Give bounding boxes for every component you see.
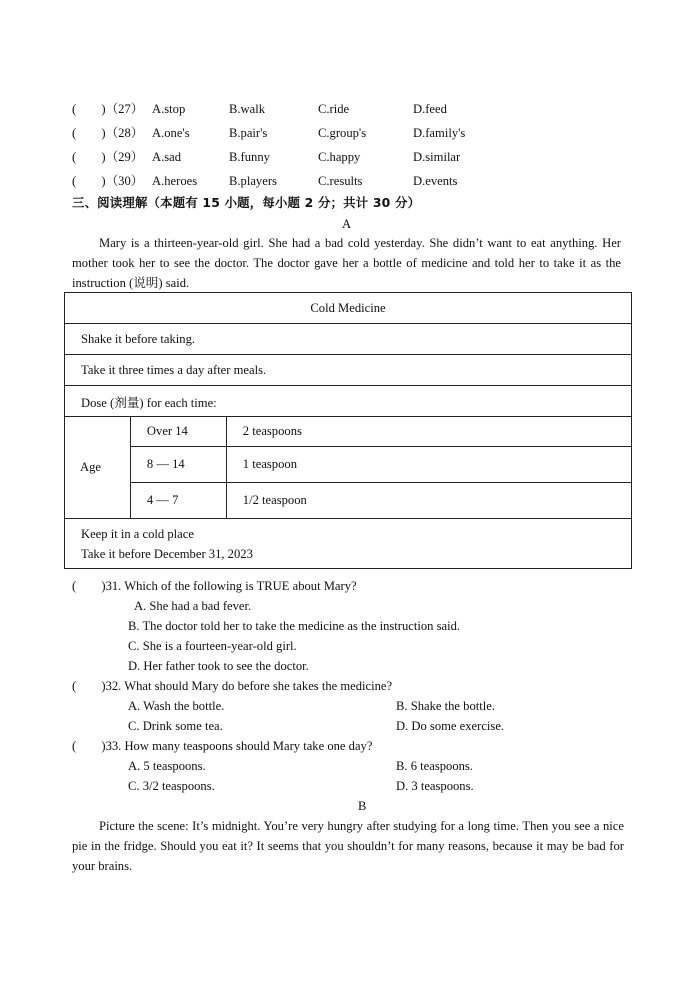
option-d: D.family's	[413, 126, 466, 140]
option-b: B.funny	[229, 150, 270, 164]
age-cell: Over 14	[130, 417, 226, 447]
age-cell: 4 — 7	[130, 483, 226, 519]
cloze-number: ( )（28）	[72, 126, 144, 140]
question-33-option-d: D. 3 teaspoons.	[396, 779, 474, 793]
cloze-number: ( )（27）	[72, 102, 144, 116]
option-d: D.feed	[413, 102, 447, 116]
table-row-times: Take it three times a day after meals.	[65, 355, 632, 386]
table-row-dose: Dose (剂量) for each time:	[65, 386, 632, 417]
section-title: 三、阅读理解（本题有 15 小题，每小题 2 分；共计 30 分）	[72, 195, 421, 210]
option-d: D.events	[413, 174, 458, 188]
question-32-option-c: C. Drink some tea.	[128, 719, 223, 733]
question-31-option-c: C. She is a fourteen-year-old girl.	[128, 639, 297, 653]
table-row-storage	[65, 519, 632, 569]
option-a: A.heroes	[152, 174, 198, 188]
option-c: C.results	[318, 174, 363, 188]
expiry-note: Take it before December 31, 2023	[81, 546, 253, 561]
question-32-option-d: D. Do some exercise.	[396, 719, 505, 733]
amount-cell: 1/2 teaspoon	[226, 483, 631, 519]
passage-a-label: A	[342, 217, 352, 231]
question-31-option-b: B. The doctor told her to take the medicine as the instruction said.	[128, 619, 461, 633]
option-d: D.similar	[413, 150, 461, 164]
option-a: A.one's	[152, 126, 190, 140]
question-33-option-b: B. 6 teaspoons.	[396, 759, 473, 773]
question-32-stem: ( )32. What should Mary do before she takes the medicine?	[72, 679, 393, 693]
option-c: C.ride	[318, 102, 350, 116]
question-32-option-b: B. Shake the bottle.	[396, 699, 495, 713]
passage-a-text	[72, 233, 621, 293]
question-31-option-a: A. She had a bad fever.	[134, 599, 252, 613]
option-c: C.happy	[318, 150, 361, 164]
question-33-option-c: C. 3/2 teaspoons.	[128, 779, 215, 793]
table-row-shake: Shake it before taking.	[65, 324, 632, 355]
option-c: C.group's	[318, 126, 367, 140]
question-31-stem: ( )31. Which of the following is TRUE about Mary?	[72, 579, 357, 593]
question-31-option-d: D. Her father took to see the doctor.	[128, 659, 309, 673]
passage-b-paragraph: Picture the scene: It’s midnight. You’re very hungry after studying for a long time. Then you see a nice pie in the fridge. Should you eat it? It seems that you shouldn’t for many reasons, because it may be bad for your brains.	[72, 819, 624, 873]
option-a: A.sad	[152, 150, 182, 164]
option-b: B.walk	[229, 102, 266, 116]
passage-b-text	[72, 816, 624, 876]
amount-cell: 2 teaspoons	[226, 417, 631, 447]
option-b: B.pair's	[229, 126, 268, 140]
question-33-stem: ( )33. How many teaspoons should Mary take one day?	[72, 739, 373, 753]
table-title: Cold Medicine	[65, 293, 632, 324]
age-cell: 8 — 14	[130, 447, 226, 483]
cloze-number: ( )（29）	[72, 150, 144, 164]
amount-cell: 1 teaspoon	[226, 447, 631, 483]
storage-note: Keep it in a cold place	[81, 526, 194, 541]
option-a: A.stop	[152, 102, 186, 116]
cloze-number: ( )（30）	[72, 174, 144, 188]
question-33-option-a: A. 5 teaspoons.	[128, 759, 206, 773]
passage-b-label: B	[358, 799, 367, 813]
question-32-option-a: A. Wash the bottle.	[128, 699, 225, 713]
option-b: B.players	[229, 174, 277, 188]
medicine-instruction-table	[64, 292, 632, 569]
passage-a-paragraph: Mary is a thirteen-year-old girl. She had a bad cold yesterday. She didn’t want to eat anything. Her mother took her to see the doctor. The doctor gave her a bottle of medicine and told her to take it as the instruction (说明) said.	[72, 236, 621, 290]
age-label: Age	[65, 417, 131, 519]
